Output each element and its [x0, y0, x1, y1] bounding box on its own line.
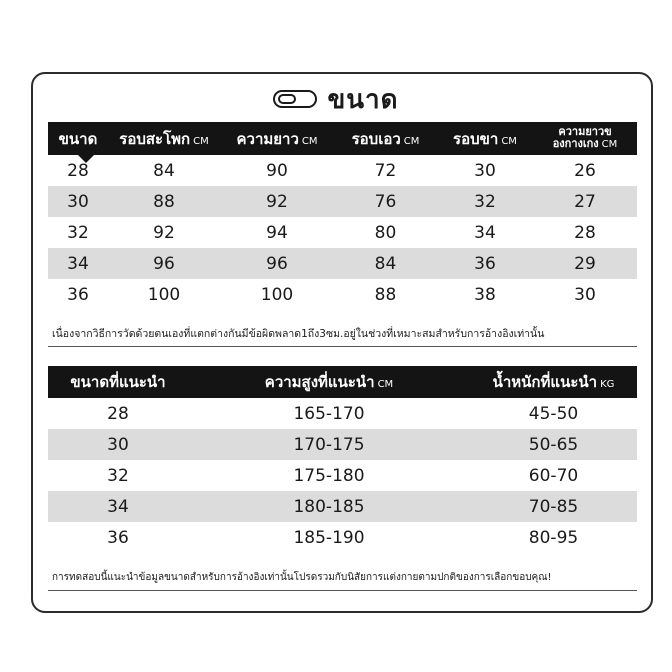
header-hip: รอบสะโพก CM: [108, 122, 220, 155]
cell-weight-range: 80-95: [528, 527, 579, 548]
table-row: [48, 217, 637, 248]
header-length: ความยาว CM: [220, 122, 334, 155]
cell-weight-range: 70-85: [470, 491, 637, 522]
header-size: ขนาด: [48, 122, 108, 155]
cell-weight-range: 50-65: [470, 429, 637, 460]
cell-hip: 88: [108, 186, 220, 217]
cell-length: 100: [260, 284, 294, 305]
cell-length: 94: [266, 222, 288, 243]
cell-recommended-size: 28: [107, 403, 129, 424]
cell-height-range: 170-175: [188, 429, 470, 460]
cell-hip: 96: [108, 248, 220, 279]
cell-thigh: 30: [474, 160, 496, 181]
cell-pants-length: 27: [533, 186, 637, 217]
header-waist: รอบเอว CM: [334, 122, 437, 155]
recommendation-header: [48, 366, 637, 398]
header-pants-length: ความยาวข องกางเกง CM: [533, 122, 637, 155]
cell-height-range: 180-185: [188, 491, 470, 522]
cell-pants-length: 26: [574, 160, 596, 181]
cell-thigh: 32: [437, 186, 533, 217]
measurement-note: เนื่องจากวิธีการวัดด้วยตนเองที่แตกต่างกันมีข้อผิดพลาด1ถึง3ซม.อยู่ในช่วงที่เหมาะสมสำหรับการอ้างอิงเท่านั้น: [48, 322, 637, 347]
cell-length: 90: [266, 160, 288, 181]
size-table: [48, 122, 637, 310]
cell-height-range: 165-170: [293, 403, 365, 424]
header-recommended-weight: น้ำหนักที่แนะนำ KG: [470, 366, 637, 398]
cell-pants-length: 28: [574, 222, 596, 243]
cell-waist: 80: [374, 222, 397, 243]
table-row: [48, 186, 637, 217]
cell-thigh: 36: [437, 248, 533, 279]
table-row: [48, 398, 637, 429]
header-thigh: รอบขา CM: [437, 122, 533, 155]
cell-length: 92: [220, 186, 334, 217]
cell-height-range: 185-190: [293, 527, 365, 548]
table-row: [48, 429, 637, 460]
cell-recommended-size: 30: [48, 429, 188, 460]
cell-hip: 92: [153, 222, 175, 243]
cell-length: 96: [220, 248, 334, 279]
cell-pants-length: 29: [533, 248, 637, 279]
cell-thigh: 38: [474, 284, 496, 305]
table-row: [48, 155, 637, 186]
header-recommended-size: ขนาดที่แนะนำ: [48, 366, 188, 398]
cell-waist: 76: [334, 186, 437, 217]
cell-weight-range: 45-50: [528, 403, 579, 424]
cell-weight-range: 60-70: [528, 465, 579, 486]
page-title: ขนาด: [327, 84, 399, 115]
size-table-header: [48, 122, 637, 155]
cell-size: 30: [48, 186, 108, 217]
cell-hip: 100: [147, 284, 181, 305]
cell-waist: 84: [334, 248, 437, 279]
table-row: [48, 491, 637, 522]
title-row: [0, 84, 672, 114]
cell-recommended-size: 34: [48, 491, 188, 522]
cell-size: 36: [67, 284, 89, 305]
cell-height-range: 175-180: [293, 465, 365, 486]
header-recommended-height: ความสูงที่แนะนำ CM: [188, 366, 470, 398]
recommendation-note: การทดสอบนี้แนะนำข้อมูลขนาดสำหรับการอ้างอิงเท่านั้นโปรดรวมกับนิสัยการแต่งกายตามปกติของการเลือกขอบคุณ!: [48, 566, 637, 591]
cell-pants-length: 30: [574, 284, 596, 305]
table-row: [48, 460, 637, 491]
cell-size: 32: [67, 222, 89, 243]
table-row: [48, 248, 637, 279]
cell-size: 34: [48, 248, 108, 279]
cell-thigh: 34: [474, 222, 496, 243]
cell-recommended-size: 36: [107, 527, 129, 548]
cell-recommended-size: 32: [107, 465, 129, 486]
table-row: [48, 522, 637, 553]
cell-size: 28: [67, 160, 89, 181]
cell-hip: 84: [153, 160, 175, 181]
toggle-icon: [273, 90, 317, 108]
recommendation-table: [48, 366, 637, 553]
cell-waist: 72: [374, 160, 397, 181]
cell-waist: 88: [374, 284, 397, 305]
table-row: [48, 279, 637, 310]
